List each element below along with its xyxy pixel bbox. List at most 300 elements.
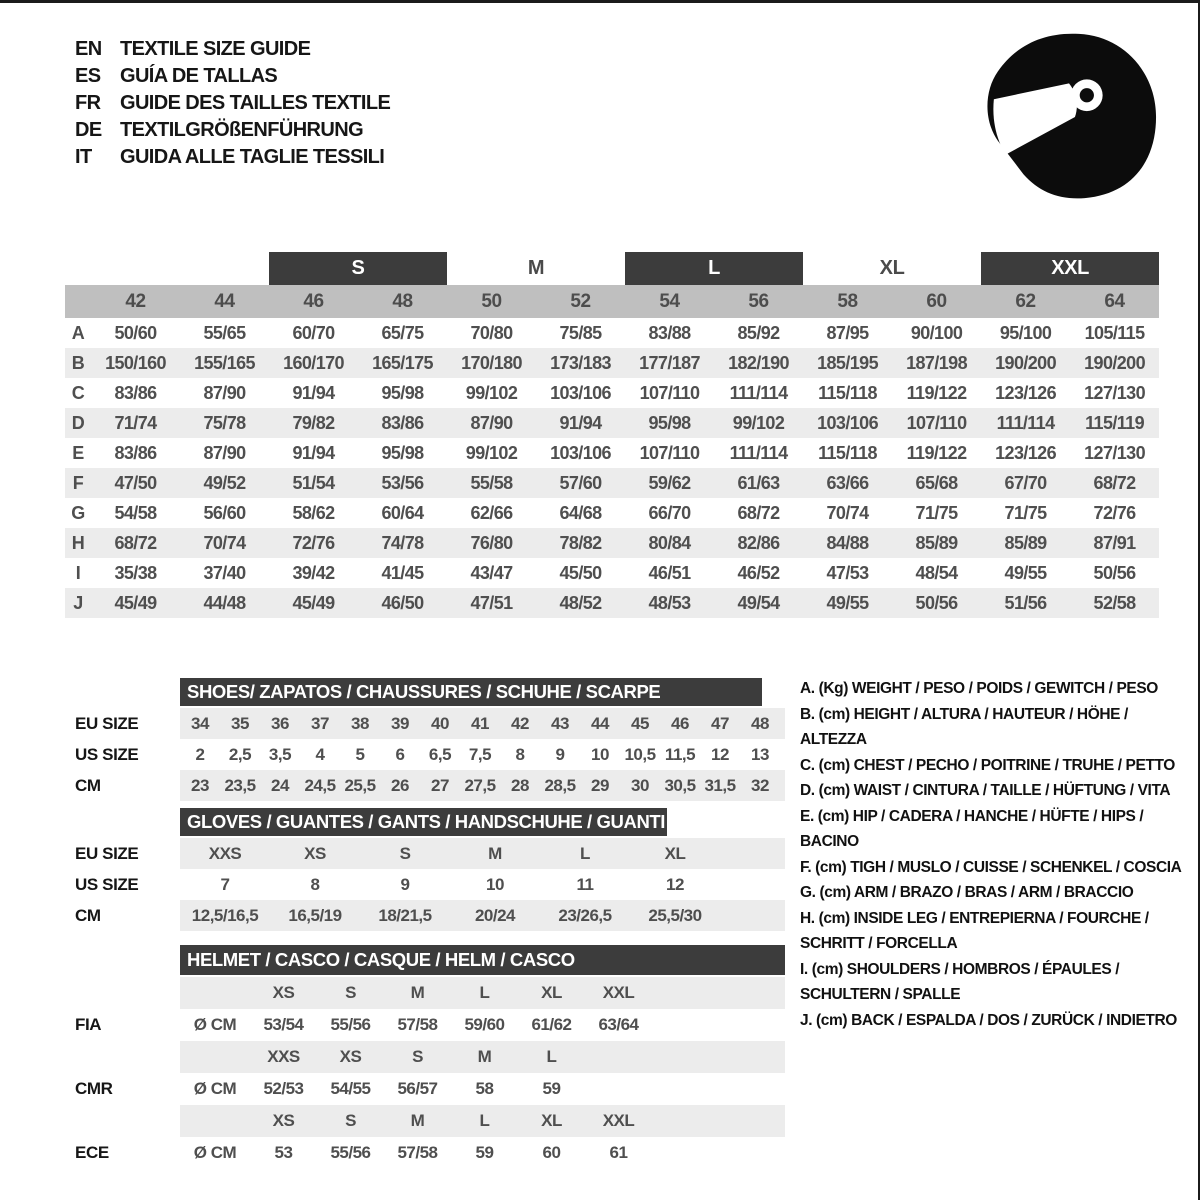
gloves-row-values (180, 838, 785, 869)
measurement-value: 74/78 (381, 532, 424, 553)
gloves-value: 11 (576, 874, 594, 894)
measurement-value: 46/51 (648, 562, 691, 583)
helmet-value: 57/58 (397, 1143, 438, 1162)
shoes-value: 12 (711, 744, 729, 764)
main-size-table (65, 252, 1160, 618)
shoes-value: 44 (591, 713, 609, 733)
gloves-value: 18/21,5 (378, 905, 432, 925)
helmet-size-label: S (412, 1047, 423, 1066)
shoes-value: 28 (511, 775, 529, 795)
shoes-value: 9 (555, 744, 565, 764)
shoes-value: 25,5 (344, 775, 376, 795)
helmet-value-row (75, 1137, 785, 1169)
helmet-value: 53/54 (263, 1015, 304, 1034)
measurement-row (65, 438, 1160, 468)
gloves-row-label: US SIZE (75, 874, 139, 894)
helmet-size-labels (180, 1105, 785, 1137)
gloves-row-label: CM (75, 905, 101, 925)
size-number: 50 (447, 285, 536, 318)
helmet-values (180, 1137, 785, 1169)
helmet-size-label: XS (272, 983, 295, 1002)
row-letter: H (71, 532, 85, 553)
measurement-value: 85/89 (915, 532, 958, 553)
shoes-value: 13 (751, 744, 769, 764)
helmet-value: 57/58 (397, 1015, 438, 1034)
size-group-box: XXL (981, 252, 1159, 285)
size-number: 58 (803, 285, 892, 318)
guide-title: GUIDE DES TAILLES TEXTILE (120, 92, 391, 114)
measurement-value: 75/78 (203, 412, 246, 433)
measurement-value: 68/72 (737, 502, 780, 523)
measurement-value: 68/72 (114, 532, 157, 553)
measurement-row (65, 348, 1160, 378)
measurement-value: 90/100 (910, 322, 963, 343)
measurement-value: 95/98 (648, 412, 691, 433)
size-number: 64 (1070, 285, 1159, 318)
shoes-value: 11,5 (664, 744, 696, 764)
measurement-row (65, 558, 1160, 588)
row-letter: D (71, 412, 85, 433)
size-band-corner (65, 285, 91, 318)
shoes-section (75, 678, 785, 801)
shoes-value: 34 (191, 713, 209, 733)
legend-item: F. (cm) TIGH / MUSLO / CUISSE / SCHENKEL / COSCIA (800, 858, 1182, 876)
gloves-value: XS (304, 843, 326, 863)
helmet-section-header: HELMET / CASCO / CASQUE / HELM / CASCO (180, 945, 785, 975)
measurement-value: 87/95 (826, 322, 869, 343)
measurement-value: 85/92 (737, 322, 780, 343)
measurement-value: 55/65 (203, 322, 246, 343)
legend-item: E. (cm) HIP / CADERA / HANCHE / HÜFTE / HIPS / BACINO (800, 807, 1144, 850)
shoes-value: 46 (671, 713, 689, 733)
measurement-row (65, 498, 1160, 528)
shoes-value: 23 (191, 775, 209, 795)
shoes-section-header: SHOES/ ZAPATOS / CHAUSSURES / SCHUHE / SCARPE (180, 678, 762, 706)
helmet-value: 53 (274, 1143, 293, 1162)
size-group-cell: M (447, 252, 625, 285)
language-row (75, 36, 390, 63)
helmet-size-label: XXS (267, 1047, 300, 1066)
measurement-value: 48/54 (915, 562, 958, 583)
helmet-label-spacer (75, 1041, 180, 1073)
measurement-value: 123/126 (995, 382, 1056, 403)
measurement-value: 160/170 (283, 352, 344, 373)
measurement-value: 79/82 (292, 412, 335, 433)
measurement-value: 41/45 (381, 562, 424, 583)
helmet-size-row (75, 1041, 785, 1073)
measurement-value: 87/90 (203, 442, 246, 463)
shoes-value: 40 (431, 713, 449, 733)
size-number: 44 (180, 285, 269, 318)
measurement-row (65, 378, 1160, 408)
measurement-value: 65/75 (381, 322, 424, 343)
measurement-value: 56/60 (203, 502, 246, 523)
shoes-value: 30 (631, 775, 649, 795)
gloves-row (75, 869, 785, 900)
measurement-value: 49/55 (1004, 562, 1047, 583)
measurement-value: 190/200 (1084, 352, 1145, 373)
measurement-value: 46/52 (737, 562, 780, 583)
size-group-box: L (625, 252, 803, 285)
measurement-value: 44/48 (203, 592, 246, 613)
helmet-value: 59 (542, 1079, 561, 1098)
helmet-value: 54/55 (330, 1079, 371, 1098)
measurement-value: 83/86 (114, 442, 157, 463)
helmet-size-row (75, 977, 785, 1009)
helmet-size-label: L (546, 1047, 557, 1066)
helmet-value-row (75, 1009, 785, 1041)
measurement-value: 84/88 (826, 532, 869, 553)
measurement-value: 111/114 (996, 412, 1055, 433)
shoes-row-values (180, 708, 785, 739)
measurement-value: 173/183 (550, 352, 611, 373)
shoes-value: 10,5 (624, 744, 656, 764)
measurement-value: 85/89 (1004, 532, 1047, 553)
helmet-value: 61/62 (531, 1015, 572, 1034)
measurement-value: 115/118 (818, 442, 877, 463)
measurement-value: 111/114 (729, 442, 788, 463)
measurement-value: 54/58 (114, 502, 157, 523)
gloves-value: M (488, 843, 502, 863)
language-code: ES (75, 65, 101, 87)
size-number: 48 (358, 285, 447, 318)
gloves-value: 23/26,5 (558, 905, 612, 925)
helmet-value: 59/60 (464, 1015, 505, 1034)
measurement-value: 95/100 (999, 322, 1052, 343)
language-row (75, 90, 390, 117)
main-table-body (65, 252, 1160, 618)
shoes-value: 32 (751, 775, 769, 795)
measurement-value: 99/102 (732, 412, 785, 433)
shoes-value: 30,5 (664, 775, 696, 795)
measurement-value: 187/198 (906, 352, 967, 373)
shoes-value: 38 (351, 713, 369, 733)
helmet-size-label: XL (541, 983, 562, 1002)
gloves-section (75, 808, 785, 931)
measurement-value: 66/70 (648, 502, 691, 523)
helmet-value: 55/56 (330, 1143, 371, 1162)
helmet-values (180, 1073, 785, 1105)
shoes-value: 43 (551, 713, 569, 733)
helmet-size-label: S (345, 983, 356, 1002)
measurement-value: 95/98 (381, 382, 424, 403)
shoes-row-values (180, 770, 785, 801)
shoes-value: 29 (591, 775, 609, 795)
shoes-value: 37 (311, 713, 329, 733)
measurement-value: 87/90 (203, 382, 246, 403)
gloves-value: XXS (208, 843, 242, 863)
shoes-rows (75, 708, 785, 801)
measurement-value: 70/80 (470, 322, 513, 343)
gloves-value: 8 (310, 874, 320, 894)
measurement-value: 71/74 (114, 412, 157, 433)
shoes-value: 5 (355, 744, 365, 764)
language-row (75, 63, 390, 90)
measurement-value: 37/40 (203, 562, 246, 583)
measurement-value: 71/75 (1004, 502, 1047, 523)
shoes-value: 4 (315, 744, 325, 764)
measurement-value: 107/110 (639, 442, 700, 463)
row-letter: J (73, 592, 83, 613)
measurement-value: 52/58 (1093, 592, 1136, 613)
helmet-size-label: XS (339, 1047, 362, 1066)
measurement-value: 165/175 (372, 352, 433, 373)
row-letter: A (71, 322, 85, 343)
shoes-row-label: CM (75, 775, 101, 795)
measurement-value: 150/160 (105, 352, 166, 373)
shoes-value: 48 (751, 713, 769, 733)
measurement-value: 60/64 (381, 502, 424, 523)
measurement-value: 60/70 (292, 322, 335, 343)
measurement-value: 170/180 (461, 352, 522, 373)
gloves-rows (75, 838, 785, 931)
language-code: IT (75, 146, 92, 168)
measurement-value: 103/106 (550, 382, 611, 403)
measurement-value: 49/55 (826, 592, 869, 613)
measurement-value: 107/110 (639, 382, 700, 403)
measurement-row (65, 468, 1160, 498)
gloves-row (75, 838, 785, 869)
measurement-value: 39/42 (292, 562, 335, 583)
measurement-value: 50/56 (1093, 562, 1136, 583)
measurement-value: 63/66 (826, 472, 869, 493)
measurement-value: 123/126 (995, 442, 1056, 463)
shoes-value: 31,5 (704, 775, 736, 795)
measurement-value: 47/51 (470, 592, 513, 613)
row-letter: E (72, 442, 84, 463)
measurement-value: 80/84 (648, 532, 691, 553)
shoes-value: 36 (271, 713, 289, 733)
helmet-size-label: L (479, 1111, 490, 1130)
row-letter: C (71, 382, 85, 403)
helmet-size-row (75, 1105, 785, 1137)
shoes-value: 6 (395, 744, 405, 764)
measurement-value: 45/49 (114, 592, 157, 613)
measurement-value: 83/86 (381, 412, 424, 433)
shoes-value: 26 (391, 775, 409, 795)
gloves-value: 25,5/30 (648, 905, 702, 925)
measurement-row (65, 588, 1160, 618)
measurement-value: 50/60 (114, 322, 157, 343)
measurement-value: 115/119 (1085, 412, 1145, 433)
helmet-label-spacer (75, 977, 180, 1009)
size-number: 42 (91, 285, 180, 318)
measurement-value: 51/54 (292, 472, 335, 493)
size-number: 60 (892, 285, 981, 318)
measurement-value: 115/118 (818, 382, 877, 403)
shoes-value: 2 (195, 744, 205, 764)
measurement-value: 59/62 (648, 472, 691, 493)
helmet-value: 63/64 (598, 1015, 639, 1034)
helmet-label-spacer (75, 1105, 180, 1137)
measurement-row (65, 408, 1160, 438)
legend-item: B. (cm) HEIGHT / ALTURA / HAUTEUR / HÖHE / ALTEZZA (800, 705, 1128, 748)
shoes-row-label: US SIZE (75, 744, 139, 764)
helmet-standard-label: ECE (75, 1143, 109, 1162)
measurement-value: 49/52 (203, 472, 246, 493)
gloves-value: 16,5/19 (288, 905, 342, 925)
page-top-border (0, 0, 1200, 3)
gloves-section-header: GLOVES / GUANTES / GANTS / HANDSCHUHE / GUANTI (180, 808, 667, 836)
language-code: FR (75, 92, 101, 114)
measurement-value: 70/74 (203, 532, 246, 553)
measurement-value: 119/122 (906, 382, 967, 403)
gloves-row-label: EU SIZE (75, 843, 139, 863)
measurement-value: 95/98 (381, 442, 424, 463)
shoes-value: 6,5 (428, 744, 452, 764)
helmet-unit: Ø CM (193, 1015, 237, 1034)
gloves-row-values (180, 869, 785, 900)
legend-item: C. (cm) CHEST / PECHO / POITRINE / TRUHE / PETTO (800, 756, 1175, 774)
measurement-value: 105/115 (1084, 322, 1145, 343)
measurement-value: 45/49 (292, 592, 335, 613)
helmet-size-labels (180, 977, 785, 1009)
shoes-value: 35 (231, 713, 249, 733)
shoes-row (75, 770, 785, 801)
measurement-value: 103/106 (817, 412, 878, 433)
measurement-value: 49/54 (737, 592, 780, 613)
measurement-value: 53/56 (381, 472, 424, 493)
helmet-value: 52/53 (263, 1079, 304, 1098)
measurement-value: 45/50 (559, 562, 602, 583)
measurement-value: 82/86 (737, 532, 780, 553)
gloves-value: XL (664, 843, 686, 863)
measurement-value: 43/47 (470, 562, 513, 583)
legend-item: J. (cm) BACK / ESPALDA / DOS / ZURÜCK / INDIETRO (800, 1011, 1177, 1029)
measurement-value: 76/80 (470, 532, 513, 553)
measurement-value: 190/200 (995, 352, 1056, 373)
measurement-value: 35/38 (114, 562, 157, 583)
helmet-size-label: XXL (602, 983, 635, 1002)
legend-item: D. (cm) WAIST / CINTURA / TAILLE / HÜFTUNG / VITA (800, 782, 1171, 799)
shoes-value: 47 (711, 713, 729, 733)
helmet-size-label: XS (272, 1111, 295, 1130)
measurement-value: 155/165 (194, 352, 255, 373)
row-letter: G (71, 502, 85, 523)
gloves-value: 20/24 (474, 905, 516, 925)
shoes-row (75, 708, 785, 739)
guide-title: TEXTILGRÖßENFÜHRUNG (120, 119, 364, 141)
helmet-size-label: M (477, 1047, 492, 1066)
size-number: 54 (625, 285, 714, 318)
size-group-cell: XL (803, 252, 981, 285)
measurement-value: 51/56 (1004, 592, 1047, 613)
language-code: DE (75, 119, 102, 141)
helmet-values (180, 1009, 785, 1041)
size-group-cell (65, 252, 269, 285)
shoes-value: 7,5 (468, 744, 492, 764)
guide-title: GUÍA DE TALLAS (120, 65, 278, 87)
row-letter: B (71, 352, 85, 373)
measurement-value: 64/68 (559, 502, 602, 523)
shoes-value: 28,5 (544, 775, 576, 795)
measurement-value: 57/60 (559, 472, 602, 493)
measurement-value: 127/130 (1084, 382, 1145, 403)
measurement-value: 83/88 (648, 322, 691, 343)
measurement-value: 72/76 (1093, 502, 1136, 523)
size-number: 46 (269, 285, 358, 318)
shoes-value: 39 (391, 713, 409, 733)
gloves-value: 9 (400, 874, 410, 894)
gloves-value: S (399, 843, 411, 863)
shoes-value: 42 (511, 713, 529, 733)
language-code: EN (75, 38, 102, 60)
measurement-value: 107/110 (906, 412, 967, 433)
helmet-rows (75, 977, 785, 1169)
helmet-value: 60 (542, 1143, 561, 1162)
gloves-value: 12 (666, 874, 684, 894)
size-group-cell (1159, 252, 1160, 285)
measurement-value: 72/76 (292, 532, 335, 553)
measurement-value: 99/102 (465, 442, 518, 463)
gloves-value: 7 (220, 874, 230, 894)
measurement-value: 48/52 (559, 592, 602, 613)
measurement-value: 182/190 (728, 352, 789, 373)
helmet-size-label: L (479, 983, 490, 1002)
gloves-row-values (180, 900, 785, 931)
helmet-size-label: M (410, 1111, 425, 1130)
measurement-value: 185/195 (817, 352, 878, 373)
legend-item: H. (cm) INSIDE LEG / ENTREPIERNA / FOURCHE / SCHRITT / FORCELLA (800, 909, 1149, 952)
measurement-value: 103/106 (550, 442, 611, 463)
guide-title: TEXTILE SIZE GUIDE (120, 38, 311, 60)
helmet-value: 59 (475, 1143, 494, 1162)
measurement-value: 111/114 (729, 382, 788, 403)
legend-item: A. (Kg) WEIGHT / PESO / POIDS / GEWITCH / PESO (800, 680, 1158, 697)
gloves-value: L (580, 843, 590, 863)
shoes-value: 3,5 (268, 744, 292, 764)
shoes-value: 10 (591, 744, 609, 764)
shoes-row-label: EU SIZE (75, 713, 139, 733)
measurement-value: 58/62 (292, 502, 335, 523)
helmet-value: 55/56 (330, 1015, 371, 1034)
measurement-value: 47/50 (114, 472, 157, 493)
language-row (75, 117, 390, 144)
helmet-value-row (75, 1073, 785, 1105)
measurement-value: 70/74 (826, 502, 869, 523)
measurement-value: 65/68 (915, 472, 958, 493)
measurement-value: 87/90 (470, 412, 513, 433)
shoes-row (75, 739, 785, 770)
legend-item: I. (cm) SHOULDERS / HOMBROS / ÉPAULES / SCHULTERN / SPALLE (800, 960, 1120, 1003)
helmet-standard-label: CMR (75, 1079, 113, 1098)
measurement-value: 78/82 (559, 532, 602, 553)
measurement-value: 91/94 (292, 382, 335, 403)
measurement-value: 67/70 (1004, 472, 1047, 493)
helmet-unit: Ø CM (193, 1143, 237, 1162)
helmet-value: 56/57 (397, 1079, 438, 1098)
helmet-size-label: XL (541, 1111, 562, 1130)
helmet-size-label: M (410, 983, 425, 1002)
measurement-value: 127/130 (1084, 442, 1145, 463)
language-title-list (75, 36, 390, 171)
shoes-value: 2,5 (228, 744, 252, 764)
gloves-row (75, 900, 785, 931)
racing-helmet-icon (972, 28, 1170, 206)
row-letter: I (75, 562, 81, 583)
helmet-size-labels (180, 1041, 785, 1073)
row-letter: F (72, 472, 84, 493)
size-number-row (65, 285, 1160, 318)
shoes-value: 27 (431, 775, 449, 795)
measurement-value: 91/94 (559, 412, 602, 433)
shoes-value: 27,5 (464, 775, 496, 795)
legend-item: G. (cm) ARM / BRAZO / BRAS / ARM / BRACCIO (800, 884, 1134, 901)
measurement-value: 62/66 (470, 502, 513, 523)
measurement-row (65, 318, 1160, 348)
measurement-value: 50/56 (915, 592, 958, 613)
shoes-row-values (180, 739, 785, 770)
